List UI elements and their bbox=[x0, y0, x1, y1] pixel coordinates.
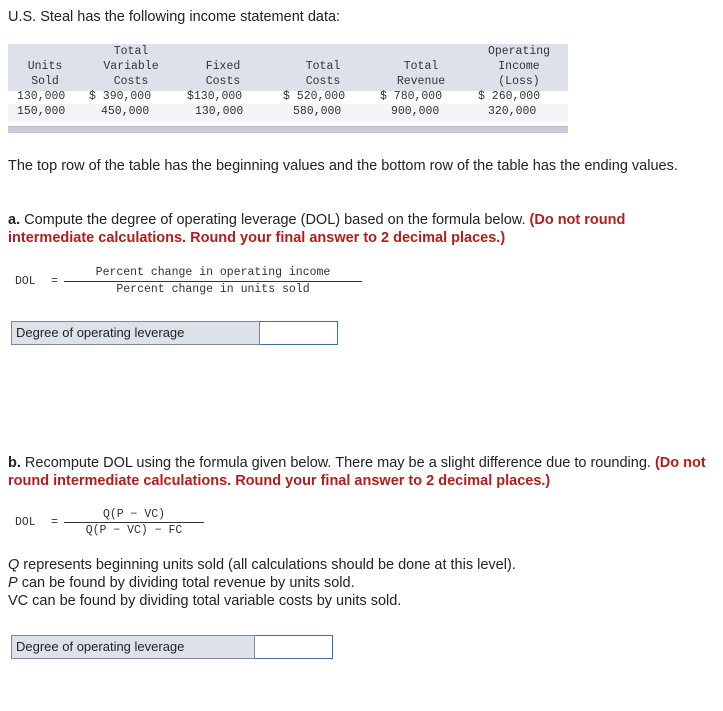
fraction-bar bbox=[64, 522, 204, 523]
answer-label-b: Degree of operating leverage bbox=[11, 635, 255, 659]
part-b-letter: b. bbox=[8, 455, 21, 471]
header-fixed-costs: Fixed Costs bbox=[205, 60, 241, 88]
header-total-costs: Total Costs bbox=[305, 60, 341, 88]
dol-answer-input-a[interactable] bbox=[260, 321, 338, 345]
formula-denominator: Percent change in units sold bbox=[116, 283, 310, 296]
part-b-instruction: (Do not round intermediate calculations. Round your final answer to 2 decimal places.) bbox=[8, 455, 706, 489]
table-cell: 130,000 bbox=[195, 105, 244, 118]
table-row-stripe bbox=[8, 104, 568, 122]
table-cell: 450,000 bbox=[101, 105, 150, 118]
part-a-letter: a. bbox=[8, 212, 21, 228]
header-total-revenue: Total Revenue bbox=[396, 60, 446, 88]
part-a-question bbox=[8, 211, 713, 247]
variable-definitions bbox=[8, 556, 713, 610]
formula-denominator: Q(P − VC) − FC bbox=[85, 524, 183, 537]
table-cell: 150,000 bbox=[17, 105, 66, 118]
table-cell: $ 390,000 bbox=[89, 90, 152, 103]
formula-equals: = bbox=[51, 516, 58, 529]
header-operating-income: Operating Income (Loss) bbox=[487, 45, 551, 88]
part-a-text: Compute the degree of operating leverage (DOL) based on the formula below. bbox=[20, 212, 530, 228]
table-cell: 320,000 bbox=[488, 105, 537, 118]
table-cell: 900,000 bbox=[391, 105, 440, 118]
table-note: The top row of the table has the beginning values and the bottom row of the table has the ending values. bbox=[8, 158, 678, 174]
table-cell: $ 260,000 bbox=[478, 90, 541, 103]
definition-vc: VC can be found by dividing total variable costs by units sold. bbox=[8, 593, 402, 609]
formula-lhs: DOL bbox=[15, 275, 36, 288]
part-a-instruction: (Do not round intermediate calculations. Round your final answer to 2 decimal places.) bbox=[8, 212, 626, 246]
fraction-bar bbox=[64, 281, 362, 282]
table-cell: $130,000 bbox=[187, 90, 243, 103]
table-cell: 580,000 bbox=[293, 105, 342, 118]
part-b-question bbox=[8, 454, 720, 490]
intro-text: U.S. Steal has the following income statement data: bbox=[8, 9, 341, 25]
header-units-sold: Units Sold bbox=[27, 60, 63, 88]
definition-p: P can be found by dividing total revenue by units sold. bbox=[8, 575, 355, 591]
table-cell: $ 780,000 bbox=[380, 90, 443, 103]
formula-equals: = bbox=[51, 275, 58, 288]
part-b-text: Recompute DOL using the formula given below. There may be a slight difference due to rounding. bbox=[20, 455, 655, 471]
formula-lhs: DOL bbox=[15, 516, 36, 529]
table-cell: 130,000 bbox=[17, 90, 66, 103]
answer-label-a: Degree of operating leverage bbox=[11, 321, 260, 345]
dol-answer-input-b[interactable] bbox=[255, 635, 333, 659]
header-total-variable-costs: Total Variable Costs bbox=[103, 45, 159, 88]
table-cell: $ 520,000 bbox=[283, 90, 346, 103]
table-bottom-bar bbox=[8, 126, 568, 133]
definition-q: Q represents beginning units sold (all calculations should be done at this level). bbox=[8, 557, 516, 573]
formula-numerator: Q(P − VC) bbox=[102, 508, 166, 521]
formula-numerator: Percent change in operating income bbox=[95, 266, 331, 279]
